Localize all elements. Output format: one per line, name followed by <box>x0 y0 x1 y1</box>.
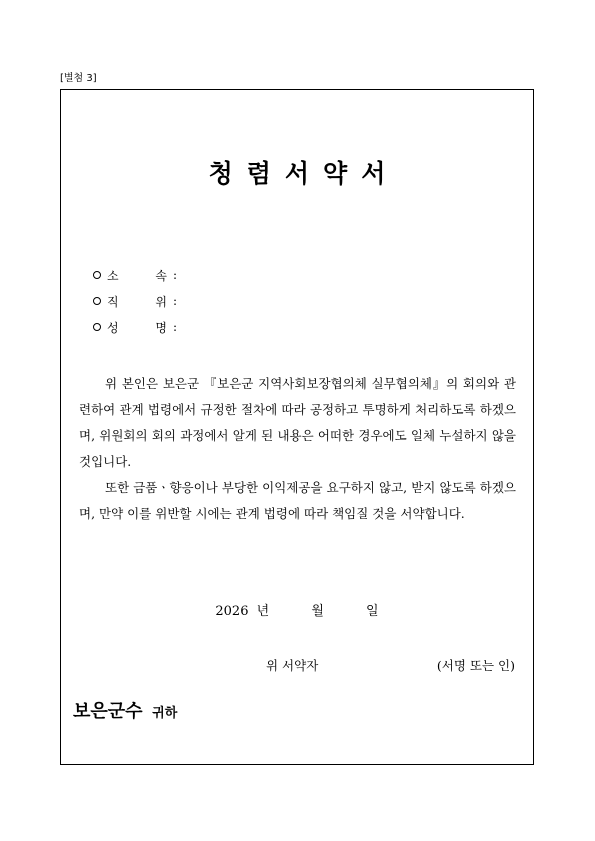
signer-line <box>266 656 515 676</box>
field-label-second: 명 <box>155 320 167 335</box>
date-year: 2026 <box>215 604 249 619</box>
field-name <box>93 314 177 340</box>
field-colon: : <box>173 320 178 334</box>
pledge-document <box>60 89 534 765</box>
signer-label: 위 서약자 <box>266 658 319 673</box>
date-year-unit: 년 <box>256 604 270 619</box>
circle-bullet-icon <box>93 323 101 331</box>
field-label-first: 직 <box>107 294 119 309</box>
field-label-first: 성 <box>107 320 119 335</box>
field-colon: : <box>173 294 178 308</box>
addressee-suffix: 귀하 <box>152 706 178 721</box>
date-day-unit: 일 <box>366 604 379 619</box>
field-label <box>107 319 167 336</box>
date-line <box>61 602 533 622</box>
field-label <box>107 267 167 284</box>
field-colon: : <box>173 268 178 282</box>
circle-bullet-icon <box>93 271 101 279</box>
info-fields <box>93 262 177 340</box>
document-title: 청렴서약서 <box>208 159 400 188</box>
field-affiliation <box>93 262 177 288</box>
field-label-second: 위 <box>155 294 167 309</box>
field-label-second: 속 <box>155 268 167 283</box>
circle-bullet-icon <box>93 297 101 305</box>
signature-hint: (서명 또는 인) <box>436 658 515 673</box>
pledge-paragraph-1: 위 본인은 보은군 『보은군 지역사회보장협의체 실무협의체』의 회의와 관련하여 관계 법령에서 규정한 절차에 따라 공정하고 투명하게 처리하도록 하겠으며, 위원회의 회의 과정에서 알게 된 내용은 어떠한 경우에도 일체 누설하지 않을 것입니다. <box>79 376 516 469</box>
field-label <box>107 293 167 310</box>
pledge-paragraph-2: 또한 금품ㆍ향응이나 부당한 이익제공을 요구하지 않고, 받지 않도록 하겠으며, 만약 이를 위반할 시에는 관계 법령에 따라 책임질 것을 서약합니다. <box>79 480 516 521</box>
pledge-body <box>79 371 516 527</box>
attachment-label: [별첨 3] <box>60 73 97 84</box>
date-month-unit: 월 <box>311 604 324 619</box>
field-label-first: 소 <box>107 268 119 283</box>
addressee-name: 보은군수 <box>73 701 143 722</box>
field-position <box>93 288 177 314</box>
addressee <box>73 700 177 726</box>
